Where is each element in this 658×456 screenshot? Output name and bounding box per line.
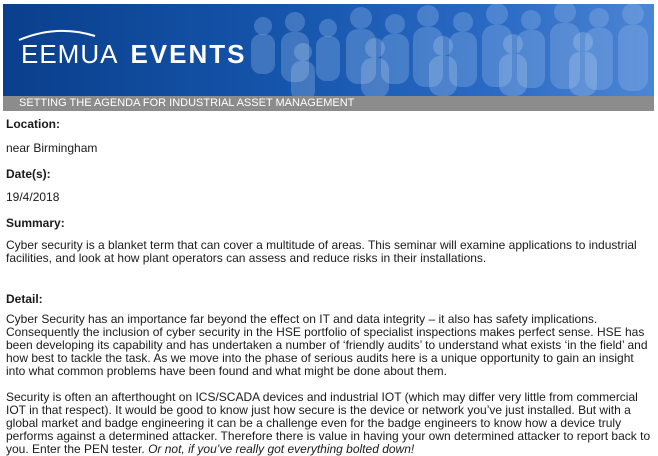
detail-paragraph-2-text: Security is often an afterthought on ICS/SCADA devices and industrial IOT (which may differ very little from commercial IOT in that respect). It would be good to know just how secure is the device or network you’ve just installed. But with a global market and badge engineering it can be a challenge even for the badge engineers to know how a device truly performs against a determined attacker. Therefore there is value in having your own determined attacker to report back to you. Enter the PEN tester. [6,390,651,456]
dates-value: 19/4/2018 [6,190,60,204]
tagline-bar [3,96,654,111]
event-content [6,117,652,456]
summary-label: Summary: [6,216,65,230]
eemua-events-logo [21,34,247,74]
tagline-text: SETTING THE AGENDA FOR INDUSTRIAL ASSET MANAGEMENT [19,97,355,109]
location-value: near Birmingham [6,141,98,155]
detail-paragraph-2 [6,391,652,456]
detail-label: Detail: [6,292,43,306]
dates-label: Date(s): [6,167,51,181]
brand-name: EEMUA [21,38,119,69]
location-label: Location: [6,117,60,131]
detail-paragraph-1: Cyber Security has an importance far beyond the effect on IT and data integrity – it also has safety implications. Consequently the inclusion of cyber security in the HSE portfolio of specialist inspections makes perfect sense. HSE has been developing its capability and has undertaken a number of ‘friendly audits’ to understand what exists ‘in the field’ and how best to tackle the task. As we move into the phase of serious audits here is a unique opportunity to gain an insight into what common problems have been found and what might be done about them. [6,312,648,378]
summary-text: Cyber security is a blanket term that can cover a multitude of areas. This seminar will examine applications to industrial facilities, and look at how plant operators can assess and reduce risks in their installations. [6,238,637,265]
header-banner [3,4,654,96]
detail-paragraph-2-emphasis: Or not, if you’ve really got everything bolted down! [148,442,415,456]
brand-events: EVENTS [130,38,247,69]
